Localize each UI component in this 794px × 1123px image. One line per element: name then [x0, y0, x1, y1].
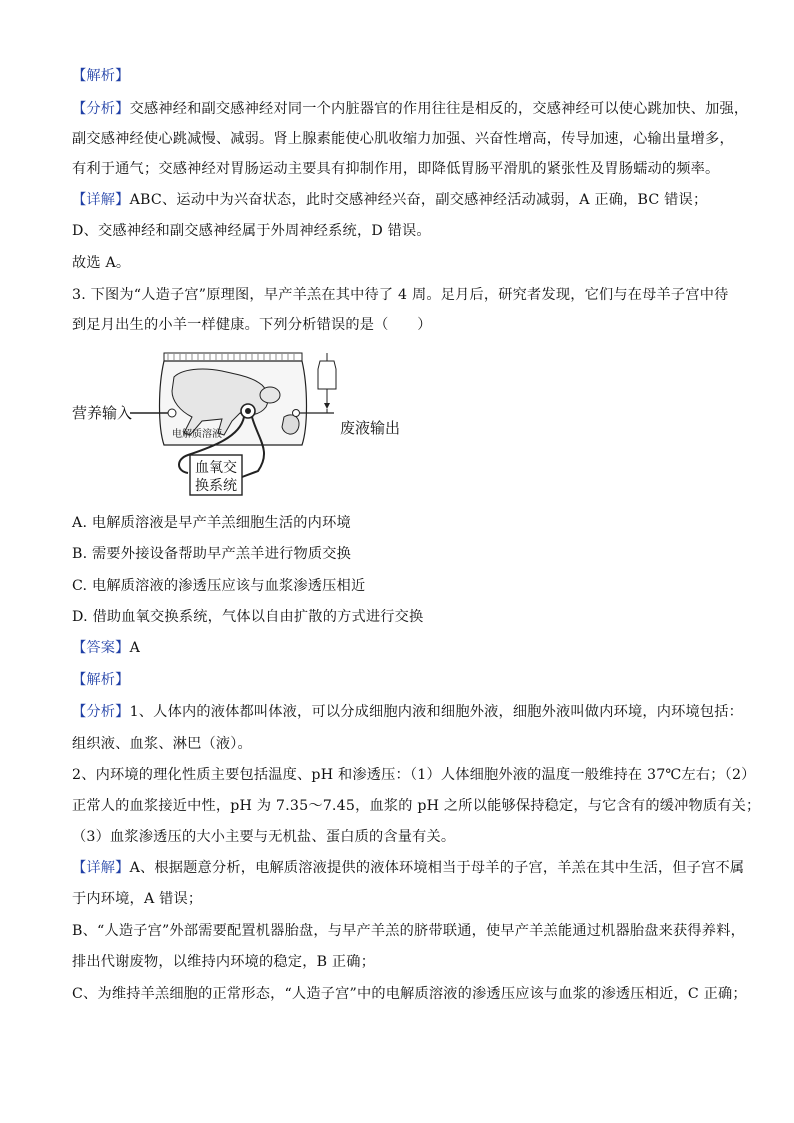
paragraph-line: B、“人造子宫”外部需要配置机器胎盘，与早产羊羔的脐带联通，使早产羊羔能通过机器胎盘来获得养料，	[72, 923, 745, 939]
paragraph-line: 2、内环境的理化性质主要包括温度、pH 和渗透压：（1）人体细胞外液的温度一般维持在 37℃左右；（2）	[72, 767, 756, 783]
paragraph-line: 排出代谢废物，以维持内环境的稳定，B 正确；	[72, 954, 376, 970]
paragraph-line: 副交感神经使心跳减慢、减弱。肾上腺素能使心肌收缩力加强、兴奋性增高，传导加速，心输出量增多，	[72, 131, 734, 147]
paragraph-line: 正常人的血浆接近中性，pH 为 7.35～7.45，血浆的 pH 之所以能够保持稳定，与它含有的缓冲物质有关；	[72, 798, 761, 814]
paragraph-line	[72, 702, 743, 722]
detail-text: ABC、运动中为兴奋状态，此时交感神经兴奋，副交感神经活动减弱，A 正确，BC 错误；	[129, 192, 708, 208]
analysis-text: 交感神经和副交感神经对同一个内脏器官的作用往往是相反的，交感神经可以使心跳加快、加强，	[129, 101, 749, 117]
paragraph-line: 于内环境，A 错误；	[72, 891, 203, 907]
conclusion-line: 故选 A。	[72, 255, 131, 271]
nutrient-input-label: 营养输入	[72, 404, 133, 422]
paragraph-line: C、为维持羊羔细胞的正常形态，“人造子宫”中的电解质溶液的渗透压应该与血浆的渗透压相近，C 正确；	[72, 986, 747, 1002]
answer-tag: 【答案】	[72, 640, 130, 656]
exchange-system-label-2: 换系统	[195, 478, 237, 494]
question-3-stem-cont: 到足月出生的小羊一样健康。下列分析错误的是（ ）	[72, 317, 432, 333]
question-3-stem: 3. 下图为“人造子宫”原理图，早产羊羔在其中待了 4 周。足月后，研究者发现，它们与在母羊子宫中待	[72, 287, 729, 303]
detail-text-2: A、根据题意分析，电解质溶液提供的液体环境相当于母羊的子宫，羊羔在其中生活，但子宫不属	[129, 860, 745, 876]
analysis-text-2: 1、人体内的液体都叫体液，可以分成细胞内液和细胞外液，细胞外液叫做内环境，内环境包括：	[129, 704, 744, 720]
waste-output-label: 废液输出	[340, 419, 401, 437]
paragraph-line: 组织液、血浆、淋巴（液）。	[72, 736, 252, 752]
paragraph-line	[72, 190, 707, 210]
option-a: A. 电解质溶液是早产羊羔细胞生活的内环境	[72, 515, 351, 531]
option-b: B. 需要外接设备帮助早产羔羊进行物质交换	[72, 546, 352, 562]
paragraph-line	[72, 99, 748, 119]
option-d: D. 借助血氧交换系统，气体以自由扩散的方式进行交换	[72, 609, 424, 625]
paragraph-line: D、交感神经和副交感神经属于外周神经系统，D 错误。	[72, 223, 431, 239]
electrolyte-solution-label: 电解质溶液	[172, 429, 222, 440]
answer-value: A	[129, 640, 141, 656]
detail-tag: 【详解】	[72, 192, 130, 208]
exchange-system-label-1: 血氧交	[195, 460, 237, 476]
paragraph-line: 有利于通气；交感神经对胃肠运动主要具有抑制作用，即降低胃肠平滑肌的紧张性及胃肠蠕动的频率。	[72, 161, 720, 177]
option-c: C. 电解质溶液的渗透压应该与血浆渗透压相近	[72, 578, 366, 594]
analysis-tag-2: 【分析】	[72, 704, 130, 720]
paragraph-line	[72, 858, 744, 878]
artificial-womb-diagram	[72, 347, 412, 507]
answer-line	[72, 638, 140, 658]
analysis-heading-2: 【解析】	[72, 672, 130, 688]
detail-tag-2: 【详解】	[72, 860, 130, 876]
analysis-heading: 【解析】	[72, 68, 130, 84]
paragraph-line: （3）血浆渗透压的大小主要与无机盐、蛋白质的含量有关。	[72, 829, 456, 845]
analysis-tag: 【分析】	[72, 101, 130, 117]
